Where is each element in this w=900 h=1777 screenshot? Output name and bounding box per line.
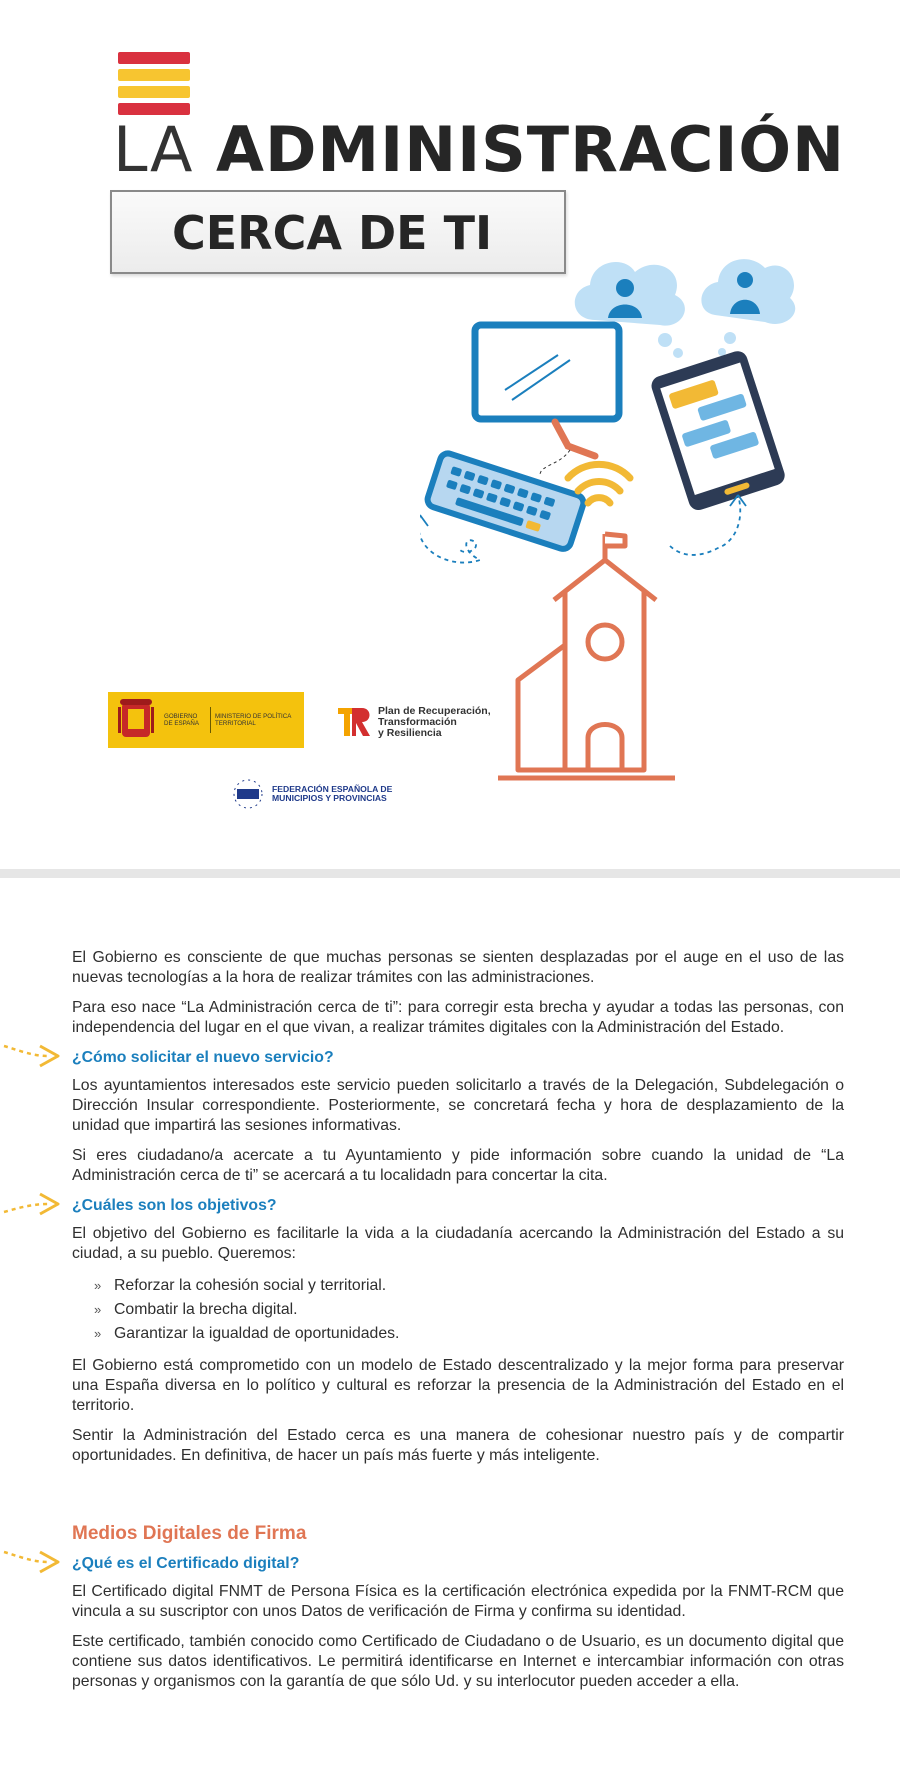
femp-logo <box>228 772 428 816</box>
paragraph: Sentir la Administración del Estado cerca es una manera de cohesionar nuestro país y de compartir oportunidades. En definitiva, de hacer un país más fuerte y más inteligente. <box>72 1427 844 1464</box>
paragraph: Los ayuntamientos interesados este servicio pueden solicitarlo a través de la Delegación, Subdelegación o Dirección Insular correspondiente. Posteriormente, se concretará fecha y hora de desplazamiento de la unidad que impartirá las sesiones informativas. <box>72 1077 844 1134</box>
list-item: » Reforzar la cohesión social y territorial. <box>94 1274 844 1298</box>
intro-paragraph: Para eso nace “La Administración cerca de ti”: para corregir esta brecha y ayudar a todas las personas, con independencia del lugar en el que vivan, a realizar trámites digitales con la Administración del Estado. <box>72 999 844 1036</box>
list-item: » Garantizar la igualdad de oportunidades. <box>94 1322 844 1346</box>
list-item: » Combatir la brecha digital. <box>94 1298 844 1322</box>
paragraph: El Gobierno está comprometido con un modelo de Estado descentralizado y la mejor forma para preservar una España diversa en lo político y cultural es reforzar la presencia de la Administración del Estado en el territorio. <box>72 1357 844 1414</box>
heading-text: ¿Qué es el Certificado digital? <box>72 1555 300 1572</box>
chat-cloud-icon <box>701 259 795 356</box>
keyboard-icon <box>426 451 586 551</box>
heading-text: ¿Cómo solicitar el nuevo servicio? <box>72 1049 334 1066</box>
femp-line-2: MUNICIPIOS Y PROVINCIAS <box>272 793 387 803</box>
subtitle-word-3: TI <box>443 206 493 260</box>
main-content <box>72 948 844 1702</box>
ministry-label: MINISTERIO DE POLÍTICA TERRITORIAL <box>215 712 291 727</box>
femp-label <box>272 785 392 804</box>
gobierno-logo <box>108 692 304 748</box>
gov-label: GOBIERNO DE ESPAÑA <box>164 712 199 727</box>
title-light: LA <box>113 113 194 186</box>
paragraph: Si eres ciudadano/a acercate a tu Ayuntamiento y pide información sobre cuando la unidad de “La Administración cerca de ti” se acercará a tu localidadn para concertar la cita. <box>72 1147 844 1184</box>
arrow-icon <box>2 1190 62 1218</box>
subtitle-word-1: CERCA <box>172 206 342 260</box>
arrow-icon <box>2 1548 62 1576</box>
section-divider <box>0 869 900 878</box>
logo-divider <box>210 707 211 733</box>
prtr-logo <box>334 700 524 744</box>
objectives-list <box>72 1274 844 1346</box>
prtr-label <box>378 706 491 739</box>
subtitle-word-2: DE <box>357 206 428 260</box>
tr-logo-icon <box>334 702 374 742</box>
heading-solicitar <box>72 1048 844 1068</box>
heading-medios: Medios Digitales de Firma <box>72 1523 307 1544</box>
paragraph: El Certificado digital FNMT de Persona Física es la certificación electrónica expedida por la FNMT-RCM que vincula a su suscriptor con unos Datos de verificación de Firma y confirma su identidad. <box>72 1583 844 1620</box>
femp-stars-icon <box>228 774 268 814</box>
paragraph: Este certificado, también conocido como Certificado de Ciudadano o de Usuario, es un documento digital que contiene sus datos identificativos. Le permitirá identificarse en Internet e intercambiar información con otras personas y organismos con la garantía de que sólo Ud. y su interlocutor pueden acceder a ella. <box>72 1633 844 1690</box>
monitor-icon <box>475 325 619 475</box>
heading-objetivos <box>72 1196 844 1216</box>
prtr-line-2: Transformación <box>378 715 457 728</box>
main-title <box>113 114 845 186</box>
paragraph: El objetivo del Gobierno es facilitarle la vida a la ciudadanía acercando la Administración del Estado a su ciudad, a su pueblo. Queremos: <box>72 1225 844 1262</box>
heading-certificado <box>72 1554 844 1574</box>
arrow-icon <box>2 1042 62 1070</box>
intro-paragraph: El Gobierno es consciente de que muchas personas se sienten desplazadas por el auge en el uso de las nuevas tecnologías a la hora de realizar trámites con las administraciones. <box>72 949 844 986</box>
heading-text: ¿Cuáles son los objetivos? <box>72 1197 277 1214</box>
tablet-icon <box>649 349 787 513</box>
femp-line-1: FEDERACIÓN ESPAÑOLA DE <box>272 783 393 794</box>
prtr-line-1: Plan de Recuperación, <box>378 704 491 717</box>
prtr-line-3: y Resiliencia <box>378 726 442 739</box>
coat-of-arms-icon <box>116 697 156 743</box>
spain-flag-icon <box>118 52 190 120</box>
title-bold: ADMINISTRACIÓN <box>215 113 845 186</box>
town-hall-icon <box>498 534 675 778</box>
